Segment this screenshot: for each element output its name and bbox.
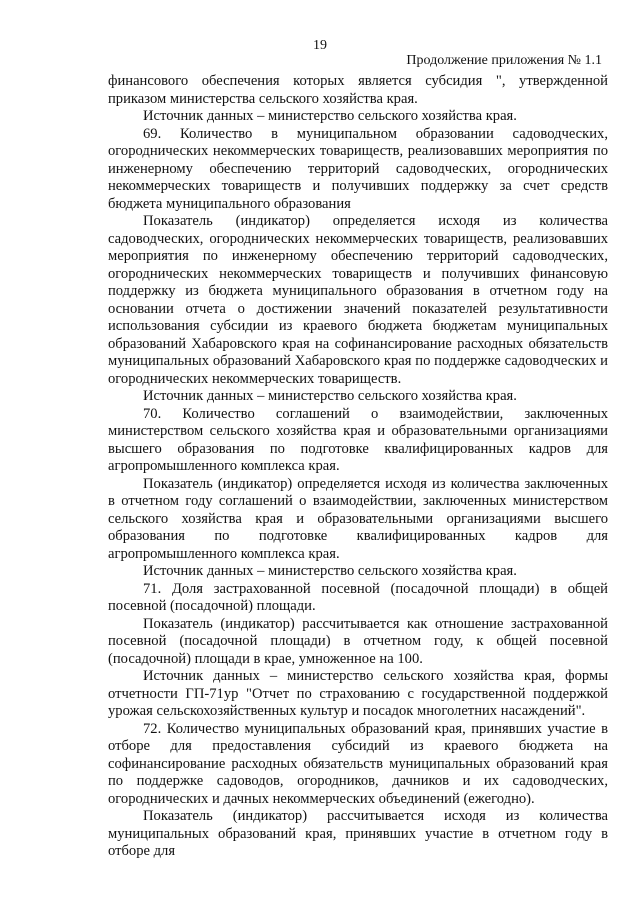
paragraph-data-source: Источник данных – министерство сельского хозяйства края. — [143, 563, 517, 579]
paragraph-data-source: Источник данных – министерство сельского хозяйства края, формы отчетности ГП-71ур "Отчет по страхованию с государственной поддержкой урожая сельскохозяйственных культур и посадок многолетних насаждений". — [108, 668, 608, 719]
paragraph-item-70: 70. Количество соглашений о взаимодействии, заключенных министерством сельского хозяйства края и образовательными организациями высшего образования по подготовке квалифицированных кадров для агропромышленного комплекса края. — [108, 405, 608, 474]
paragraph-item-72: 72. Количество муниципальных образований края, принявших участие в отборе для предоставления субсидий из краевого бюджета на софинансирование расходных обязательств муниципальных образований края по поддержке садоводов, огородников, дачников и их садоводческих, огороднических и дачных некоммерческих объединений (ежегодно). — [108, 720, 608, 807]
paragraph-continuation: финансового обеспечения которых является субсидия ", утвержденной приказом министерства сельского хозяйства края. — [108, 73, 608, 107]
paragraph-indicator-71: Показатель (индикатор) рассчитывается как отношение застрахованной посевной (посадочной площади) в отчетном году, к общей посевной (посадочной) площади в крае, умноженное на 100. — [108, 615, 608, 667]
page-number: 19 — [313, 38, 327, 53]
paragraph-data-source: Источник данных – министерство сельского хозяйства края. — [143, 108, 517, 124]
paragraph-indicator-69: Показатель (индикатор) определяется исходя из количества садоводческих, огороднических некоммерческих товариществ, реализовавших мероприятия по инженерному обеспечению территорий садоводческих, огороднических некоммерческих товариществ и получивших финансовую поддержку из бюджета муниципального образования в отчетном году на основании отчета о достижении значений показателей результативности использования субсидии из краевого бюджета бюджетам муниципальных образований Хабаровского края на софинансирование расходных обязательств муниципальных образований Хабаровского края по поддержке садоводческих и огороднических некоммерческих товариществ. — [108, 213, 608, 387]
paragraph-item-71: 71. Доля застрахованной посевной (посадочной площади) в общей посевной (посадочной) площади. — [108, 580, 608, 614]
paragraph-indicator-72: Показатель (индикатор) рассчитывается исходя из количества муниципальных образований края, принявших участие в отчетном году в отборе для — [108, 808, 608, 859]
document-body — [108, 73, 608, 861]
appendix-continuation-note: Продолжение приложения № 1.1 — [406, 53, 602, 68]
paragraph-data-source: Источник данных – министерство сельского хозяйства края. — [143, 388, 517, 404]
paragraph-item-69: 69. Количество в муниципальном образовании садоводческих, огороднических некоммерческих товариществ, реализовавших мероприятия по инженерному обеспечению территорий садоводческих, огороднических некоммерческих товариществ и получивших поддержку за счет средств бюджета муниципального образования — [108, 125, 608, 212]
paragraph-indicator-70: Показатель (индикатор) определяется исходя из количества заключенных в отчетном году соглашений о взаимодействии, заключенных министерством сельского хозяйства края и образовательными организациями высшего образования по подготовке квалифицированных кадров для агропромышленного комплекса края. — [108, 475, 608, 562]
